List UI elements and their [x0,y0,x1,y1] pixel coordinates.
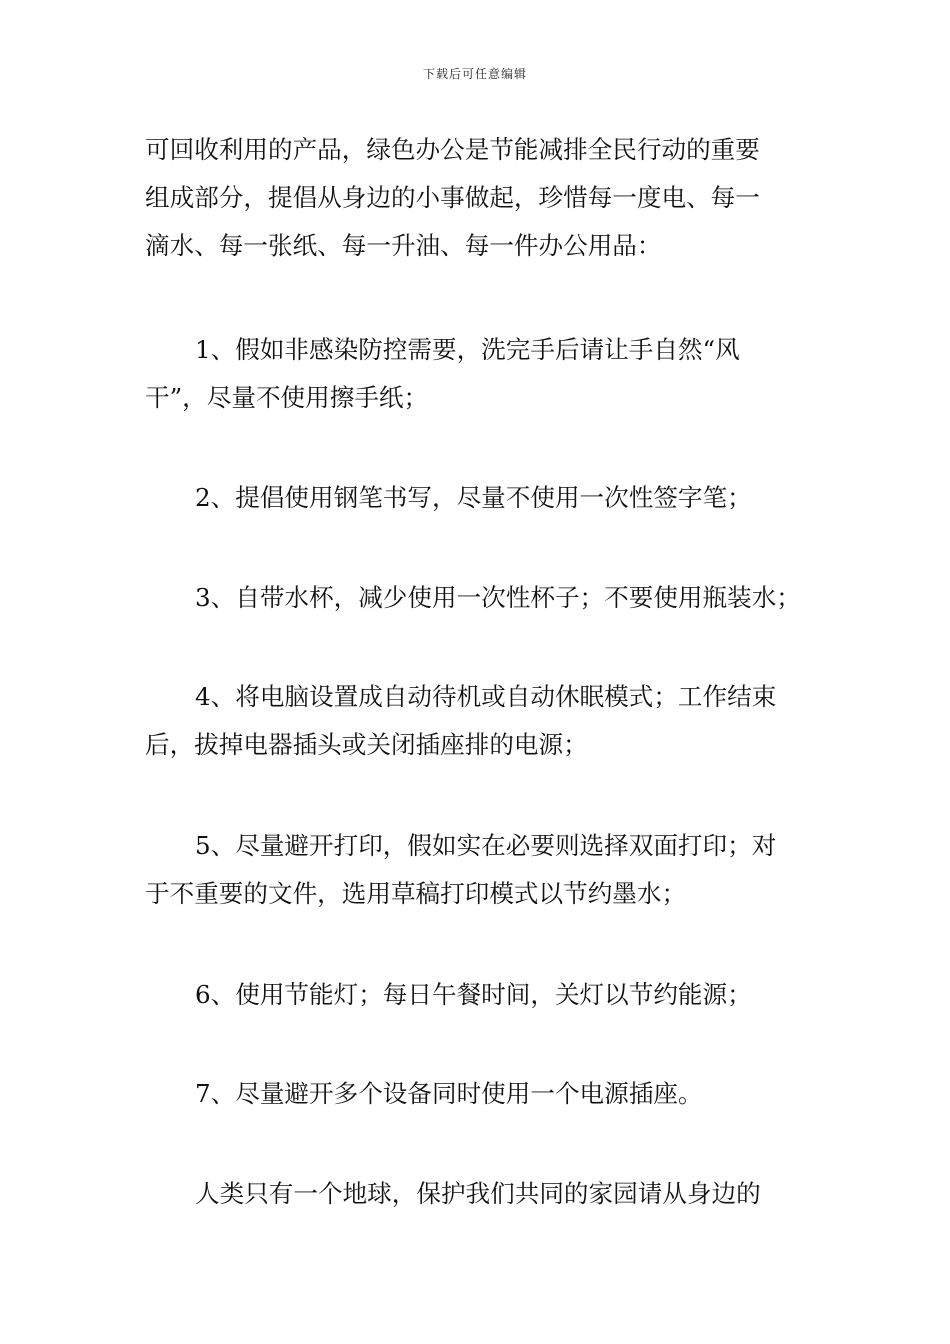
list-item-6 [145,971,810,1019]
text-line: 可回收利用的产品，绿色办公是节能减排全民行动的重要 [145,135,760,164]
text-line: 干”，尽量不使用擦手纸； [145,383,429,412]
page-header: 下载后可任意编辑 [422,67,527,81]
intro-paragraph [145,126,810,270]
text-line: 组成部分，提倡从身边的小事做起，珍惜每一度电、每一 [145,183,760,212]
list-item-5 [145,822,810,918]
list-item-4 [145,673,810,769]
text-line: 人类只有一个地球，保护我们共同的家园请从身边的 [195,1179,761,1208]
text-line: 后，拔掉电器插头或关闭插座排的电源； [145,730,588,759]
text-line: 于不重要的文件，选用草稿打印模式以节约墨水； [145,879,687,908]
list-item-3 [145,574,810,622]
list-item-7 [145,1070,810,1118]
text-line: 4、将电脑设置成自动待机或自动休眠模式；工作结束 [195,682,777,711]
text-line: 2、提倡使用钢笔书写，尽量不使用一次性签字笔； [195,483,752,512]
text-line: 3、自带水杯，减少使用一次性杯子；不要使用瓶装水； [195,583,801,612]
text-line: 滴水、每一张纸、每一升油、每一件办公用品： [145,231,662,260]
text-line: 6、使用节能灯；每日午餐时间，关灯以节约能源； [195,980,752,1009]
list-item-1 [145,326,810,422]
text-line: 7、尽量避开多个设备同时使用一个电源插座。 [195,1079,703,1108]
text-line: 1、假如非感染防控需要，洗完手后请让手自然“风 [195,335,740,364]
list-item-2 [145,474,810,522]
text-line: 5、尽量避开打印，假如实在必要则选择双面打印；对 [195,831,777,860]
closing-paragraph [145,1170,810,1218]
